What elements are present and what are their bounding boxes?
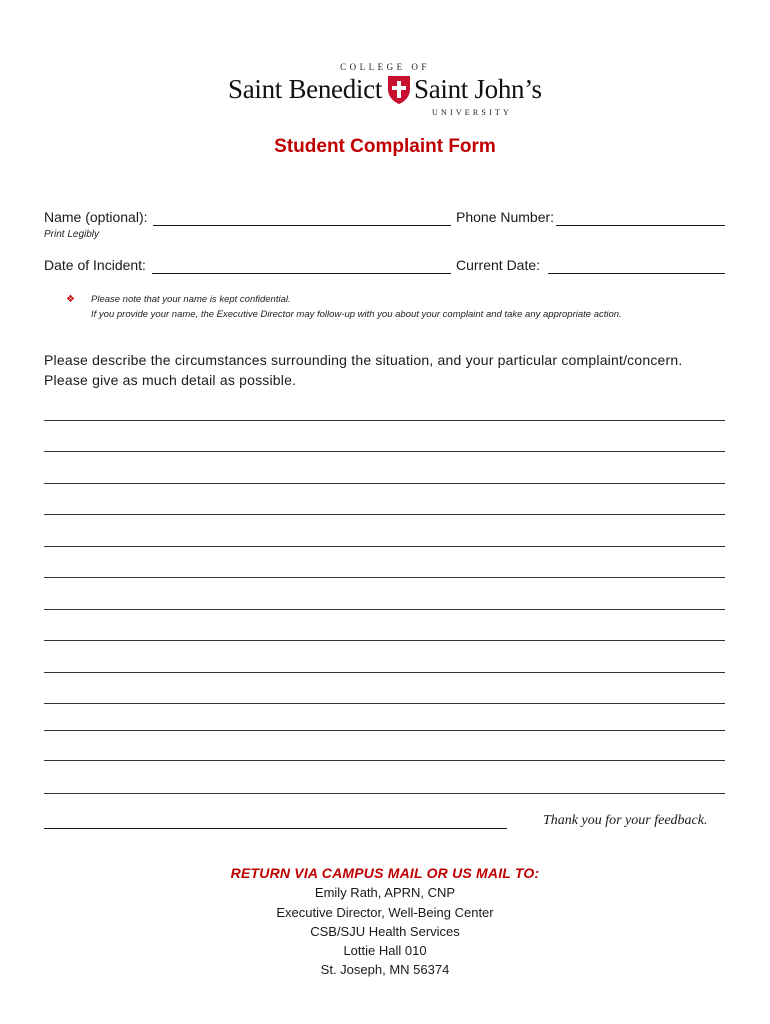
diamond-bullet-icon: ❖ bbox=[66, 294, 75, 305]
form-title: Student Complaint Form bbox=[274, 136, 496, 157]
name-label: Name (optional): bbox=[44, 209, 148, 225]
complaint-line[interactable] bbox=[44, 760, 725, 761]
logo-saint-benedict: Saint Benedict bbox=[228, 74, 383, 104]
complaint-line[interactable] bbox=[44, 672, 725, 673]
current-date-field[interactable] bbox=[548, 273, 725, 274]
thank-you-text: Thank you for your feedback. bbox=[543, 813, 708, 828]
confidential-note: Please note that your name is kept confidential. bbox=[91, 294, 291, 305]
return-instructions-title: RETURN VIA CAMPUS MAIL OR US MAIL TO: bbox=[230, 865, 540, 881]
phone-field[interactable] bbox=[556, 225, 725, 226]
current-date-label: Current Date: bbox=[456, 257, 541, 273]
shield-cross-icon bbox=[387, 75, 411, 105]
complaint-line[interactable] bbox=[44, 609, 725, 610]
address-title: Executive Director, Well-Being Center bbox=[276, 905, 494, 920]
print-legibly-hint: Print Legibly bbox=[44, 229, 100, 240]
complaint-line[interactable] bbox=[44, 546, 725, 547]
phone-label: Phone Number: bbox=[456, 209, 555, 225]
description-line-2: Please give as much detail as possible. bbox=[44, 372, 297, 388]
address-name: Emily Rath, APRN, CNP bbox=[314, 885, 456, 900]
address-building: Lottie Hall 010 bbox=[343, 943, 427, 958]
date-incident-label: Date of Incident: bbox=[44, 257, 146, 273]
address-department: CSB/SJU Health Services bbox=[310, 924, 460, 939]
complaint-line[interactable] bbox=[44, 703, 725, 704]
address-city: St. Joseph, MN 56374 bbox=[320, 962, 450, 977]
follow-up-note: If you provide your name, the Executive Director may follow-up with you about your complaint and take any appropriate action. bbox=[91, 309, 622, 320]
complaint-line[interactable] bbox=[44, 793, 725, 794]
complaint-line[interactable] bbox=[44, 514, 725, 515]
complaint-line[interactable] bbox=[44, 640, 725, 641]
description-line-1: Please describe the circumstances surrounding the situation, and your particular complaint/concern. bbox=[44, 352, 683, 368]
complaint-line[interactable] bbox=[44, 577, 725, 578]
signature-line[interactable] bbox=[44, 828, 507, 829]
name-field[interactable] bbox=[153, 225, 451, 226]
complaint-line[interactable] bbox=[44, 451, 725, 452]
logo-saint-johns: Saint John’s bbox=[414, 74, 542, 104]
logo-university: UNIVERSITY bbox=[432, 108, 512, 117]
complaint-line[interactable] bbox=[44, 420, 725, 421]
complaint-line[interactable] bbox=[44, 730, 725, 731]
date-incident-field[interactable] bbox=[152, 273, 451, 274]
complaint-line[interactable] bbox=[44, 483, 725, 484]
description-instructions bbox=[44, 350, 682, 390]
logo-college-of: COLLEGE OF bbox=[340, 62, 430, 72]
